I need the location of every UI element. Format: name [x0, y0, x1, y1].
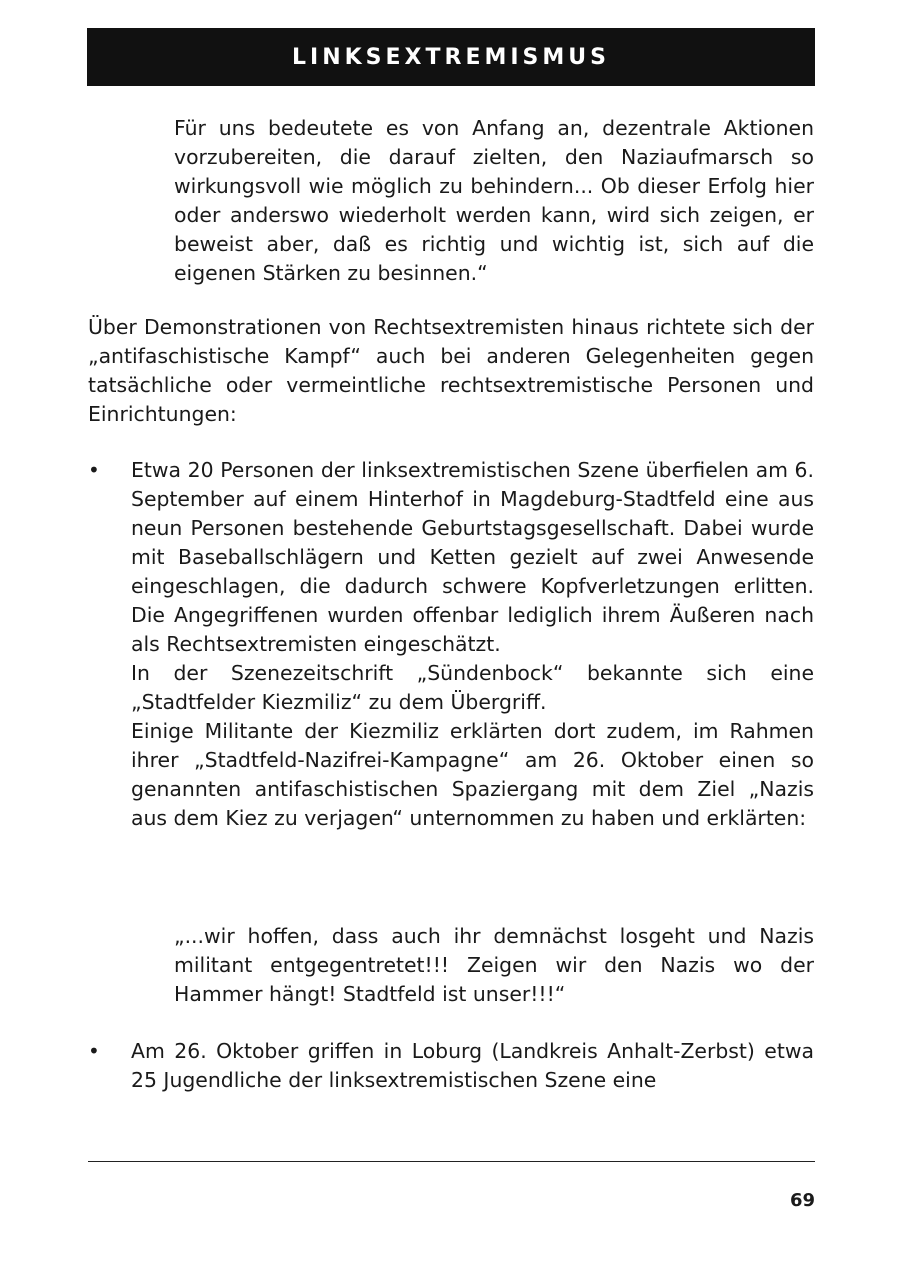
list-item-paragraph: In der Szenezeitschrift „Sündenbock“ bekannte sich eine „Stadtfelder Kiezmiliz“ zu dem Übergriff. [131, 661, 814, 714]
bullet-marker: • [88, 458, 100, 482]
bullet-marker: • [88, 1039, 100, 1063]
section-title: LINKSEXTREMISMUS [292, 44, 610, 70]
list-item-body [131, 1037, 814, 1095]
block-quote-middle: „...wir hoffen, dass auch ihr demnächst losgeht und Nazis militant entgegentretet!!! Zeigen wir den Nazis wo der Hammer hängt! Stadtfeld ist unser!!!“ [174, 924, 814, 1006]
page-number: 69 [790, 1190, 816, 1211]
footer-divider [88, 1161, 815, 1162]
section-header-bar [87, 28, 815, 86]
list-item [88, 1037, 814, 1095]
list-item [88, 456, 814, 833]
list-item-paragraph: Einige Militante der Kiezmiliz erklärten dort zudem, im Rahmen ihrer „Stadtfeld-Nazifrei-Kampagne“ am 26. Oktober einen so genannten antifaschistischen Spaziergang mit dem Ziel „Nazis aus dem Kiez zu verjagen“ unternommen zu haben und erklärten: [131, 719, 814, 830]
intro-paragraph: Über Demonstrationen von Rechtsextremisten hinaus richtete sich der „antifaschistische Kampf“ auch bei anderen Gelegenheiten gegen tatsächliche oder vermeintliche rechtsextremistische Personen und Einrichtungen: [88, 315, 814, 426]
list-item-paragraph: Etwa 20 Personen der linksextremistischen Szene überfielen am 6. September auf einem Hinterhof in Magdeburg-Stadtfeld eine aus neun Personen bestehende Geburtstagsgesellschaft. Dabei wurde mit Baseballschlägern und Ketten gezielt auf zwei Anwesende eingeschlagen, die dadurch schwere Kopfverletzungen erlitten. Die Angegriffenen wurden offenbar lediglich ihrem Äußeren nach als Rechtsextremisten eingeschätzt. [131, 458, 814, 656]
list-item-paragraph: Am 26. Oktober griffen in Loburg (Landkreis Anhalt-Zerbst) etwa 25 Jugendliche der linksextremistischen Szene eine [131, 1039, 814, 1092]
list-item-body [131, 456, 814, 833]
block-quote-top: Für uns bedeutete es von Anfang an, dezentrale Aktionen vorzubereiten, die darauf zielten, den Naziaufmarsch so wirkungsvoll wie möglich zu behindern... Ob dieser Erfolg hier oder anderswo wiederholt werden kann, wird sich zeigen, er beweist aber, daß es richtig und wichtig ist, sich auf die eigenen Stärken zu besinnen.“ [174, 116, 814, 285]
